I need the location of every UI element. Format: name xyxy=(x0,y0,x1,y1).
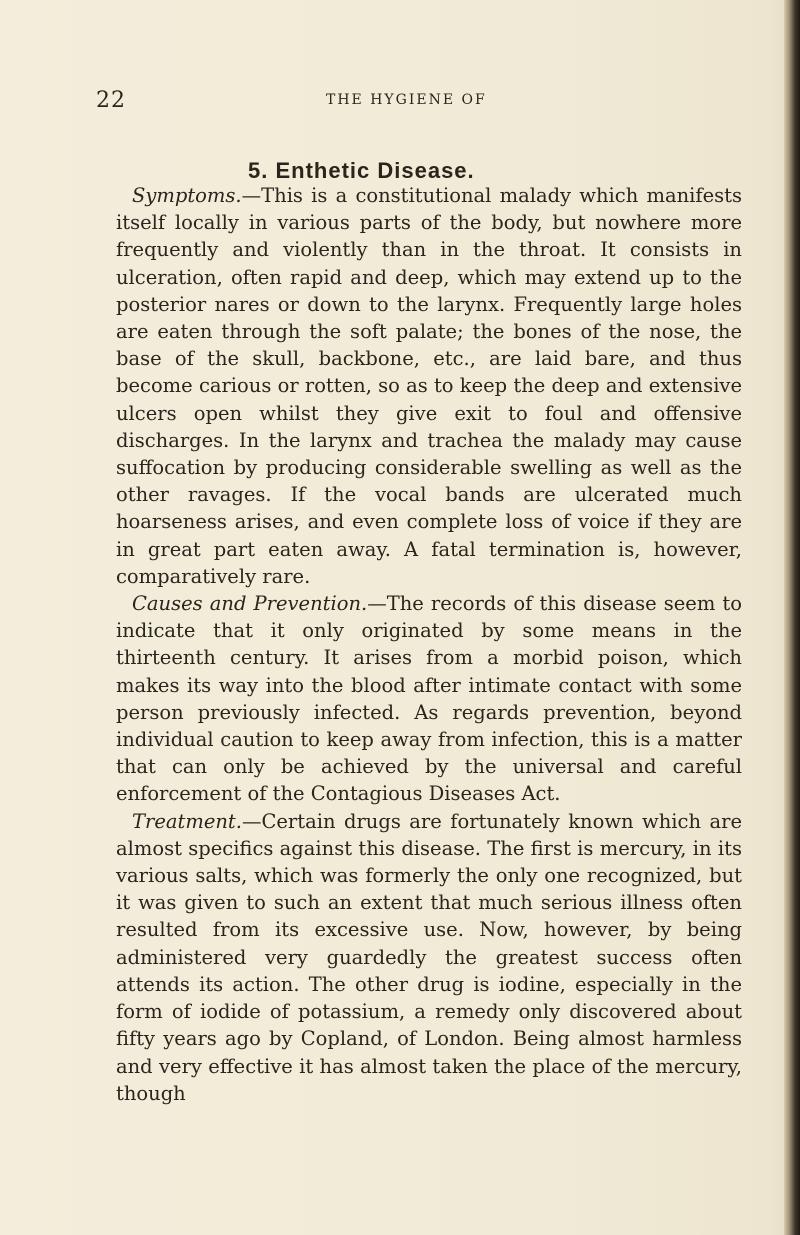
paragraph-causes-prevention xyxy=(116,590,742,808)
page-edge-shadow xyxy=(784,0,800,1235)
running-title: THE HYGIENE OF xyxy=(326,92,487,108)
paragraph-treatment xyxy=(116,808,742,1107)
page-number: 22 xyxy=(96,88,126,113)
paragraph-text-symptoms: —This is a constitutional malady which manifests itself locally in various parts of the body, but nowhere more frequently and violently than in the throat. It consists in ulceration, often rapid and deep, which may extend up to the posterior nares or down to the larynx. Frequently large holes are eaten through the soft palate; the bones of the nose, the base of the skull, backbone, etc., are laid bare, and thus become carious or rotten, so as to keep the deep and extensive ulcers open whilst they give exit to foul and offensive discharges. In the larynx and trachea the malady may cause suffocation by producing considerable swelling as well as the other ravages. If the vocal bands are ulcerated much hoarseness arises, and even complete loss of voice if they are in great part eaten away. A fatal termination is, however, comparatively rare. xyxy=(116,184,742,588)
body-text xyxy=(116,182,742,1107)
paragraph-heading-treatment: Treatment. xyxy=(132,809,242,833)
page-header xyxy=(96,88,736,112)
section-title: 5. Enthetic Disease. xyxy=(248,158,475,183)
paragraph-text-causes-prevention: —The records of this disease seem to indicate that it only originated by some means in the thirteenth century. It arises from a morbid poison, which makes its way into the blood after intimate contact with some person previously infected. As regards prevention, beyond individual caution to keep away from infection, this is a matter that can only be achieved by the universal and careful enforcement of the Contagious Diseases Act. xyxy=(116,592,742,806)
paragraph-heading-causes-prevention: Causes and Prevention. xyxy=(132,592,368,616)
paragraph-text-treatment: —Certain drugs are fortunately known which are almost specifics against this disease. The first is mercury, in its various salts, which was formerly the only one recognized, but it was given to such an extent that much serious illness often resulted from its excessive use. Now, however, by being administered very guardedly the greatest success often attends its action. The other drug is iodine, especially in the form of iodide of potassium, a remedy only discovered about fifty years ago by Copland, of London. Being almost harmless and very effective it has almost taken the place of the mercury, though xyxy=(116,809,742,1105)
paragraph-symptoms xyxy=(116,182,742,590)
paragraph-heading-symptoms: Symptoms. xyxy=(132,184,242,207)
